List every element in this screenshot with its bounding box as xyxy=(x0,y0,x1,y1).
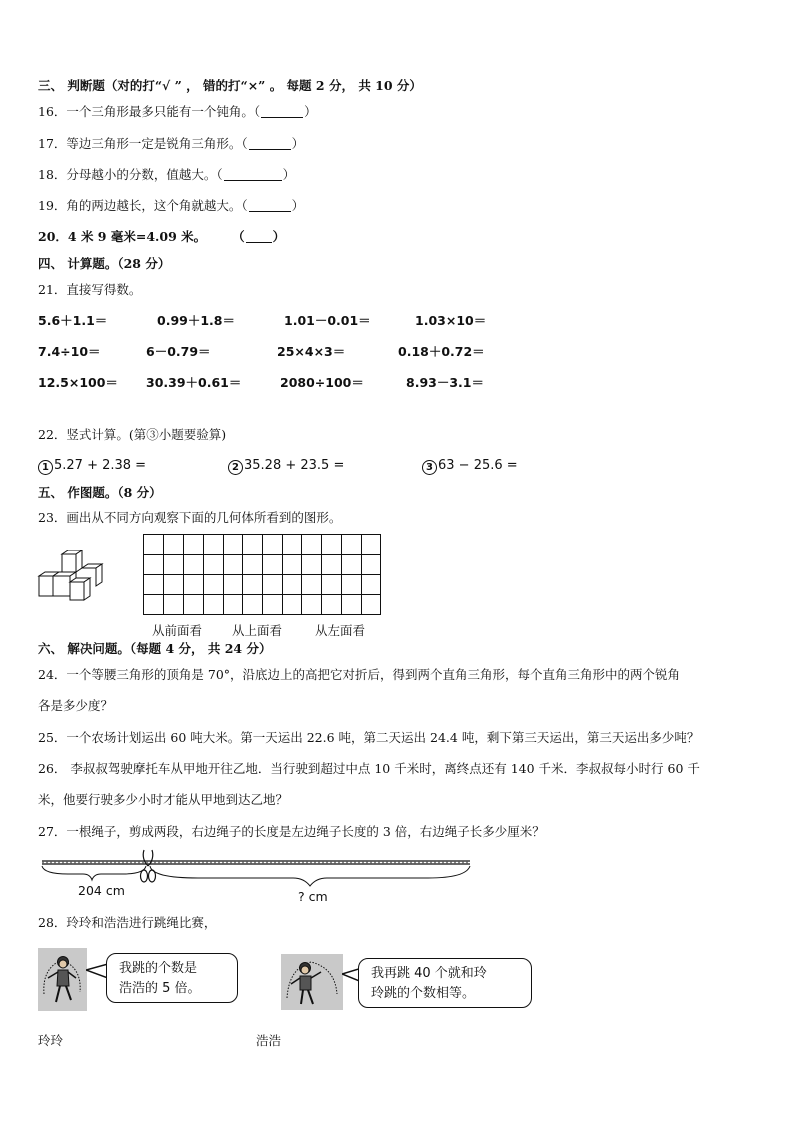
section-4-heading: 四、 计算题。（28 分） xyxy=(38,256,171,271)
name-haohao: 浩浩 xyxy=(256,1033,282,1048)
question-16: 16．一个三角形最多只能有一个钝角。（ ） xyxy=(38,104,317,119)
answer-blank-16[interactable] xyxy=(261,105,303,118)
name-lingling: 玲玲 xyxy=(38,1033,64,1048)
oral-calc: 2080÷100＝ xyxy=(280,375,364,390)
rope-left-length: 204 cm xyxy=(78,883,125,898)
drawing-grid[interactable] xyxy=(143,534,381,615)
question-23: 23．画出从不同方向观察下面的几何体所看到的图形。 xyxy=(38,510,342,525)
oral-calc: 8.93－3.1＝ xyxy=(406,375,484,390)
question-25: 25．一个农场计划运出 60 吨大米。第一天运出 22.6 吨，第二天运出 24.4 吨，剩下第三天运出，第三天运出多少吨？ xyxy=(38,730,700,745)
view-label-top: 从上面看 xyxy=(232,623,283,638)
vertical-calc-3: 3 63 − 25.6 = xyxy=(422,458,518,475)
oral-calc: 1.03×10＝ xyxy=(415,313,487,328)
oral-calc: 12.5×100＝ xyxy=(38,375,118,390)
circled-number-2: 2 xyxy=(228,460,243,475)
rope-right-length: ? cm xyxy=(298,889,328,904)
question-22: 22．竖式计算。(第③小题要验算) xyxy=(38,427,227,442)
question-26-line-2: 米，他要行驶多少小时才能从甲地到达乙地？ xyxy=(38,792,289,807)
bubble-tail-lingling xyxy=(86,962,108,982)
oral-calc: 0.18＋0.72＝ xyxy=(398,344,485,359)
question-26-line-1: 26． 李叔叔驾驶摩托车从甲地开往乙地．当行驶到超过中点 10 千米时，离终点还有 140 千米．李叔叔每小时行 60 千 xyxy=(38,761,700,776)
speech-bubble-lingling: 我跳的个数是 浩浩的 5 倍。 xyxy=(106,953,238,1003)
question-24-line-2: 各是多少度？ xyxy=(38,698,114,713)
vertical-calc-2: 2 35.28 + 23.5 = xyxy=(228,458,344,475)
answer-blank-17[interactable] xyxy=(249,137,291,150)
oral-calc: 1.01－0.01＝ xyxy=(284,313,371,328)
question-21: 21．直接写得数。 xyxy=(38,282,142,297)
answer-blank-19[interactable] xyxy=(249,199,291,212)
view-label-front: 从前面看 xyxy=(152,623,203,638)
circled-number-3: 3 xyxy=(422,460,437,475)
speech-bubble-haohao: 我再跳 40 个就和玲 玲跳的个数相等。 xyxy=(358,958,532,1008)
question-18: 18．分母越小的分数，值越大。（ ） xyxy=(38,167,296,182)
oral-calc: 25×4×3＝ xyxy=(277,344,346,359)
oral-calc: 0.99＋1.8＝ xyxy=(157,313,235,328)
oral-calc: 7.4÷10＝ xyxy=(38,344,101,359)
question-20: 20．4 米 9 毫米=4.09 米。 （ ） xyxy=(38,229,286,244)
view-label-left: 从左面看 xyxy=(315,623,366,638)
oral-calc: 30.39＋0.61＝ xyxy=(146,375,242,390)
cube-solid-figure xyxy=(36,550,110,602)
section-6-heading: 六、 解决问题。（每题 4 分， 共 24 分） xyxy=(38,641,272,656)
answer-blank-18[interactable] xyxy=(224,168,282,181)
section-5-heading: 五、 作图题。（8 分） xyxy=(38,485,162,500)
section-3-heading: 三、 判断题（对的打“√ ” ， 错的打“×” 。 每题 2 分， 共 10 分） xyxy=(38,78,422,93)
rope-figure xyxy=(38,848,474,908)
circled-number-1: 1 xyxy=(38,460,53,475)
question-28: 28．玲玲和浩浩进行跳绳比赛， xyxy=(38,915,217,930)
lingling-illustration xyxy=(38,948,87,1011)
oral-calc: 5.6＋1.1＝ xyxy=(38,313,108,328)
question-27: 27．一根绳子，剪成两段，右边绳子的长度是左边绳子长度的 3 倍，右边绳子长多少厘米？ xyxy=(38,824,545,839)
oral-calc: 6－0.79＝ xyxy=(146,344,211,359)
answer-blank-20[interactable] xyxy=(246,230,272,243)
haohao-illustration xyxy=(281,954,343,1010)
question-24-line-1: 24．一个等腰三角形的顶角是 70°，沿底边上的高把它对折后，得到两个直角三角形，每个直角三角形中的两个锐角 xyxy=(38,667,681,682)
question-17: 17．等边三角形一定是锐角三角形。（ ） xyxy=(38,136,305,151)
vertical-calc-1: 1 5.27 + 2.38 = xyxy=(38,458,146,475)
question-19: 19．角的两边越长，这个角就越大。（ ） xyxy=(38,198,305,213)
